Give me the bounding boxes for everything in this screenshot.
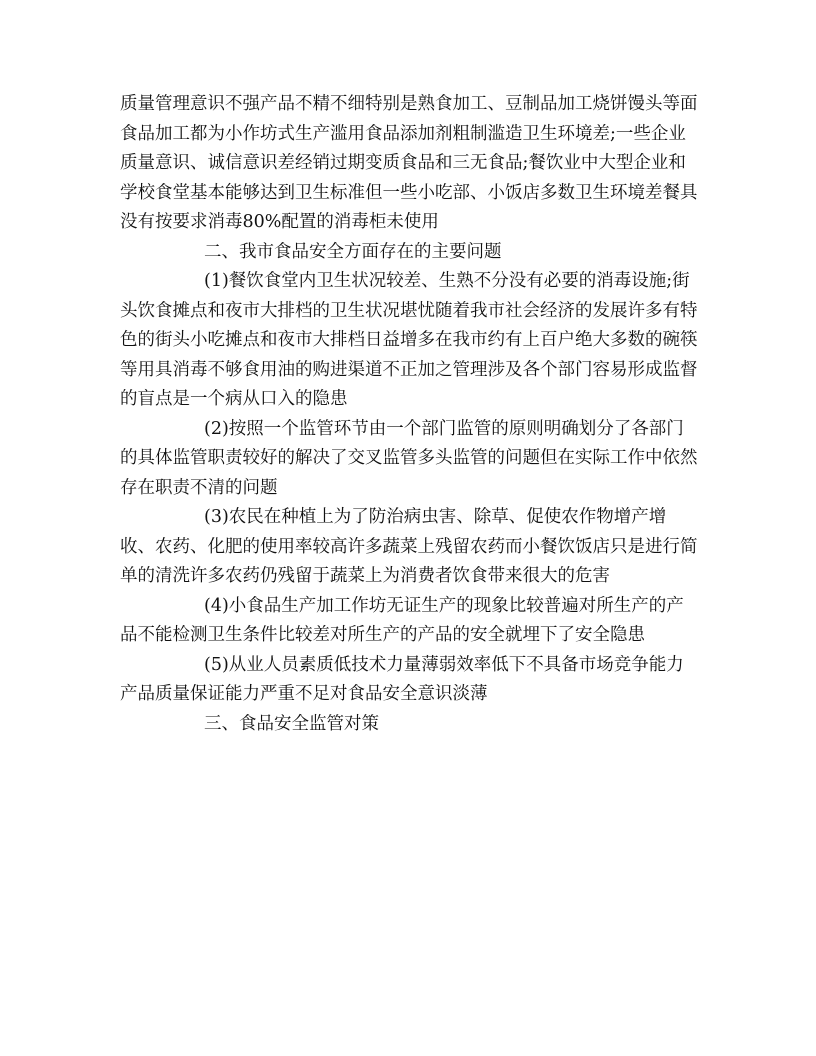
document-body (120, 90, 698, 739)
section-heading-3: 三、食品安全监管对策 (204, 713, 379, 734)
paragraph-item-4: (4)小食品生产加工作坊无证生产的现象比较普遍对所生产的产品不能检测卫生条件比较差对所生产的产品的安全就埋下了安全隐患 (120, 595, 684, 645)
paragraph-item-1: (1)餐饮食堂内卫生状况较差、生熟不分没有必要的消毒设施;街头饮食摊点和夜市大排档的卫生状况堪忧随着我市社会经济的发展许多有特色的街头小吃摊点和夜市大排档日益增多在我市约有上百户绝大多数的碗筷等用具消毒不够食用油的购进渠道不正加之管理涉及各个部门容易形成监督的盲点是一个病从口入的隐患 (120, 271, 698, 409)
paragraph-item-2: (2)按照一个监管环节由一个部门监管的原则明确划分了各部门的具体监管职责较好的解决了交叉监管多头监管的问题但在实际工作中依然存在职责不清的问题 (120, 418, 698, 498)
paragraph-quality-issues: 质量管理意识不强产品不精不细特别是熟食加工、豆制品加工烧饼馒头等面食品加工都为小作坊式生产滥用食品添加剂粗制滥造卫生环境差;一些企业质量意识、诚信意识差经销过期变质食品和三无食品;餐饮业中大型企业和学校食堂基本能够达到卫生标准但一些小吃部、小饭店多数卫生环境差餐具没有按要求消毒80%配置的消毒柜未使用 (120, 94, 698, 232)
paragraph-item-5: (5)从业人员素质低技术力量薄弱效率低下不具备市场竞争能力产品质量保证能力严重不足对食品安全意识淡薄 (120, 654, 684, 704)
section-heading-2: 二、我市食品安全方面存在的主要问题 (204, 241, 502, 262)
paragraph-item-3: (3)农民在种植上为了防治病虫害、除草、促使农作物增产增收、农药、化肥的使用率较高许多蔬菜上残留农药而小餐饮饭店只是进行简单的清洗许多农药仍残留于蔬菜上为消费者饮食带来很大的危害 (120, 507, 698, 586)
